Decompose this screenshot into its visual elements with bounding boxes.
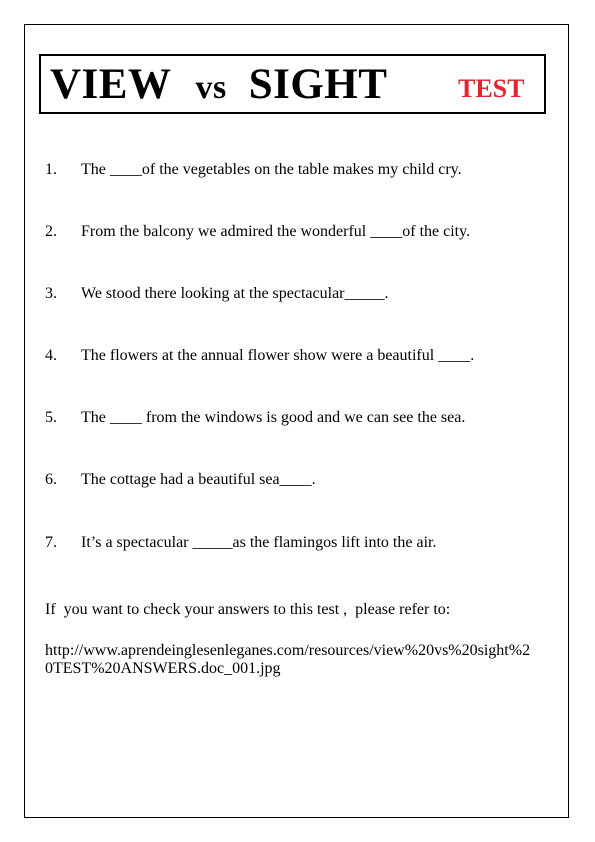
question-text: The ____ from the windows is good and we can see the sea. xyxy=(81,409,466,426)
question-3 xyxy=(45,284,389,304)
question-number: 1. xyxy=(45,161,57,178)
page-title xyxy=(50,59,387,114)
question-number: 7. xyxy=(45,534,57,551)
question-text: We stood there looking at the spectacular_____. xyxy=(81,285,389,302)
question-text: The ____of the vegetables on the table makes my child cry. xyxy=(81,161,462,178)
question-number: 2. xyxy=(45,223,57,240)
title-word-vs: vs xyxy=(195,69,227,106)
answers-note: If you want to check your answers to this test , please refer to: xyxy=(45,601,451,618)
question-text: It’s a spectacular _____as the flamingos lift into the air. xyxy=(81,534,437,551)
question-text: The flowers at the annual flower show were a beautiful ____. xyxy=(81,347,475,364)
question-7 xyxy=(45,533,436,553)
question-number: 4. xyxy=(45,347,57,364)
question-4 xyxy=(45,346,474,366)
question-number: 6. xyxy=(45,471,57,488)
title-word-sight: SIGHT xyxy=(248,61,388,108)
title-word-view: VIEW xyxy=(50,61,172,108)
title-box xyxy=(39,54,546,114)
question-text: The cottage had a beautiful sea____. xyxy=(81,471,316,488)
title-test-label: TEST xyxy=(458,74,525,103)
question-number: 5. xyxy=(45,409,57,426)
question-5 xyxy=(45,408,465,428)
question-text: From the balcony we admired the wonderful ____of the city. xyxy=(81,223,471,240)
question-2 xyxy=(45,222,470,242)
answers-link[interactable]: http://www.aprendeinglesenleganes.com/resources/view%20vs%20sight%20TEST%20ANSWERS.doc_001.jpg xyxy=(45,642,531,677)
question-6 xyxy=(45,470,316,490)
question-number: 3. xyxy=(45,285,57,302)
question-1 xyxy=(45,160,462,180)
